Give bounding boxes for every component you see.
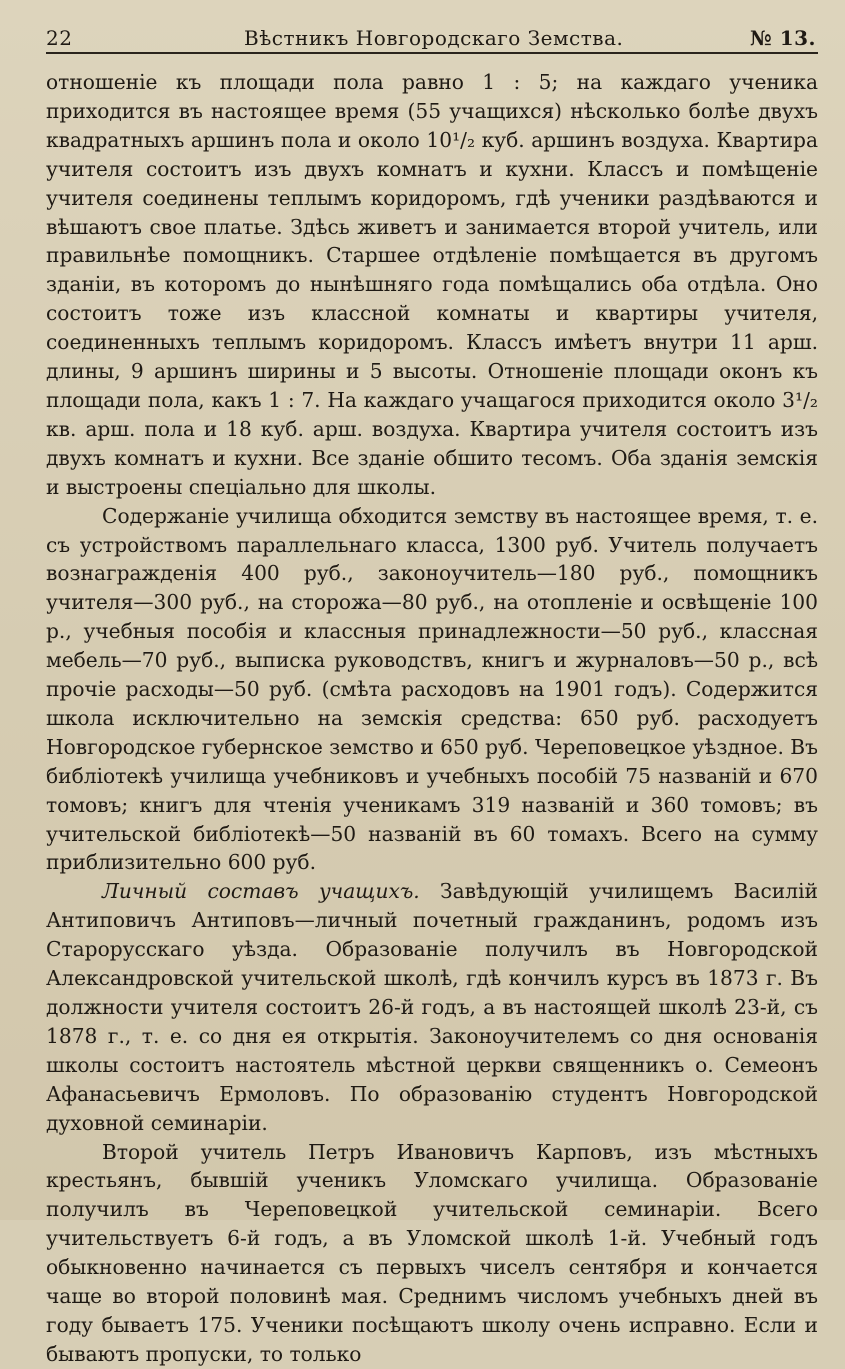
paragraph-1-text: отношеніе къ площади пола равно 1 : 5; на каждаго ученика приходится въ настоящее время (55 учащихся) нѣсколько болѣе двухъ квадратныхъ аршинъ пола и около 10¹/₂ куб. аршинъ воздуха. Квартира учителя состоитъ изъ двухъ комнатъ и кухни. Классъ и помѣщеніе учителя соединены теплымъ коридоромъ, гдѣ ученики раздѣваются и вѣшаютъ свое платье. Здѣсь живетъ и занимается второй учитель, или правильнѣе помощникъ. Старшее отдѣленіе помѣщается въ другомъ зданіи, въ которомъ до нынѣшняго года помѣщались оба отдѣла. Оно состоитъ тоже изъ классной комнаты и квартиры учителя, соединенныхъ теплымъ коридоромъ. Классъ имѣетъ внутри 11 арш. длины, 9 аршинъ ширины и 5 высоты. Отношеніе площади оконъ къ площади пола, какъ 1 : 7. На каждаго учащагося приходится около 3¹/₂ кв. арш. пола и 18 куб. арш. воздуха. Квартира учителя состоитъ изъ двухъ комнатъ и кухни. Все зданіе обшито тесомъ. Оба зданія земскія и выстроены спеціально для школы.	[46, 70, 818, 499]
paragraph-4-text: Второй учитель Петръ Ивановичъ Карповъ, изъ мѣстныхъ крестьянъ, бывшій ученикъ Уломскаго училища. Образованіе получилъ въ Череповецкой учительской семинаріи. Всего учительствуетъ 6-й годъ, а въ Уломской школѣ 1-й. Учебный годъ обыкновенно начинается съ первыхъ чиселъ сентября и кончается чаще во второй половинѣ мая. Среднимъ числомъ учебныхъ дней въ году бываетъ 175. Ученики посѣщаютъ школу очень исправно. Если и бываютъ пропуски, то только	[46, 1139, 818, 1366]
paragraph-1	[46, 68, 818, 502]
paragraph-2-text: Содержаніе училища обходится земству въ настоящее время, т. е. съ устройствомъ параллельнаго класса, 1300 руб. Учитель получаетъ вознагражденія 400 руб., законоучитель—180 руб., помощникъ учителя—300 руб., на сторожа—80 руб., на отопленіе и освѣщеніе 100 р., учебныя пособія и классныя принадлежности—50 руб., классная мебель—70 руб., выписка руководствъ, книгъ и журналовъ—50 р., всѣ прочіе расходы—50 руб. (смѣта расходовъ на 1901 годъ). Содержится школа исключительно на земскія средства: 650 руб. расходуетъ Новгородское губернское земство и 650 руб. Череповецкое уѣздное. Въ библіотекѣ училища учебниковъ и учебныхъ пособій 75 названій и 670 томовъ; книгъ для чтенія ученикамъ 319 названій и 360 томовъ; въ учительской библіотекѣ—50 названій въ 60 томахъ. Всего на сумму приблизительно 600 руб.	[46, 503, 818, 875]
running-header	[46, 20, 818, 54]
paragraph-4	[46, 1138, 818, 1369]
journal-title: Вѣстникъ Новгородскаго Земства.	[244, 26, 624, 50]
paragraph-3	[46, 877, 818, 1137]
section-lead-italic: Личный составъ учащихъ.	[102, 879, 420, 904]
header-rule	[46, 52, 818, 54]
paragraph-2	[46, 502, 818, 878]
page-number: 22	[46, 26, 73, 50]
paragraph-3-text: Завѣдующій училищемъ Василій Антиповичъ Антиповъ—личный почетный гражданинъ, родомъ изъ Старорусскаго уѣзда. Образованіе получилъ въ Новгородской Александровской учительской школѣ, гдѣ кончилъ курсъ въ 1873 г. Въ должности учителя состоитъ 26-й годъ, а въ настоящей школѣ 23-й, съ 1878 г., т. е. со дня ея открытія. Законоучителемъ со дня основанія школы состоитъ настоятель мѣстной церкви священникъ о. Семеонъ Афанасьевичъ Ермоловъ. По образованію студентъ Новгородской духовной семинаріи.	[46, 879, 818, 1135]
article-body	[46, 68, 818, 1369]
issue-number: № 13.	[750, 26, 816, 50]
